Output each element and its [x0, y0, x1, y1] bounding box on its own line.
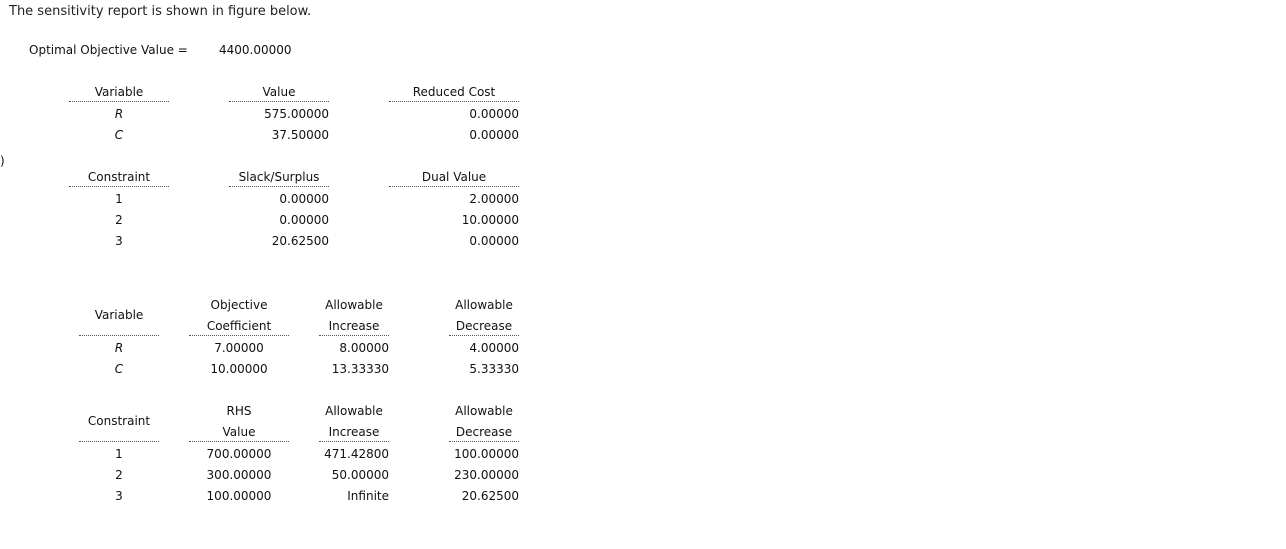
rhs-ranging-cell: 50.00000	[331, 468, 389, 482]
variables-table-cell: 575.00000	[264, 107, 329, 121]
constraints-table-cell: 20.62500	[271, 234, 329, 248]
objective-label: Optimal Objective Value =	[29, 43, 188, 57]
rhs-ranging-cell: 100.00000	[454, 447, 519, 461]
objective-ranging-header: Coefficient	[206, 319, 272, 333]
rhs-ranging-header: Value	[222, 425, 256, 439]
rhs-ranging-cell: 100.00000	[206, 489, 272, 503]
constraints-table-header: Slack/Surplus	[238, 170, 320, 184]
rhs-ranging-cell: 20.62500	[461, 489, 519, 503]
constraints-table-header: Dual Value	[421, 170, 487, 184]
rhs-ranging-header: Increase	[328, 425, 380, 439]
variables-table-cell: 0.00000	[469, 107, 519, 121]
header-underline	[229, 186, 329, 187]
variables-table-cell: 0.00000	[469, 128, 519, 142]
objective-ranging-cell: 10.00000	[210, 362, 268, 376]
objective-ranging-header: Variable	[94, 308, 144, 322]
header-underline	[189, 441, 289, 442]
constraints-table-cell: 1	[115, 192, 123, 206]
objective-ranging-cell: C	[114, 362, 124, 376]
header-underline	[449, 335, 519, 336]
objective-ranging-cell: 8.00000	[339, 341, 389, 355]
header-underline	[319, 335, 389, 336]
objective-ranging-header: Increase	[328, 319, 380, 333]
constraints-table-cell: 10.00000	[461, 213, 519, 227]
rhs-ranging-header: RHS	[226, 404, 252, 418]
rhs-ranging-cell: 3	[115, 489, 123, 503]
header-underline	[449, 441, 519, 442]
objective-ranging-header: Allowable	[455, 298, 513, 312]
objective-ranging-cell: 4.00000	[469, 341, 519, 355]
header-underline	[69, 101, 169, 102]
rhs-ranging-header: Constraint	[87, 414, 151, 428]
variables-table-cell: 37.50000	[271, 128, 329, 142]
rhs-ranging-cell: 471.42800	[324, 447, 389, 461]
constraints-table-cell: 0.00000	[469, 234, 519, 248]
variables-table-header: Variable	[94, 85, 144, 99]
intro-text: The sensitivity report is shown in figure below.	[9, 4, 312, 19]
rhs-ranging-cell: 2	[115, 468, 123, 482]
header-underline	[319, 441, 389, 442]
objective-ranging-header: Objective	[210, 298, 268, 312]
rhs-ranging-header: Decrease	[455, 425, 513, 439]
constraints-table-cell: 3	[115, 234, 123, 248]
variables-table-cell: R	[114, 107, 124, 121]
left-edge-mark: )	[0, 154, 5, 168]
objective-ranging-cell: R	[114, 341, 124, 355]
header-underline	[79, 335, 159, 336]
header-underline	[389, 101, 519, 102]
constraints-table-cell: 2	[115, 213, 123, 227]
header-underline	[69, 186, 169, 187]
header-underline	[389, 186, 519, 187]
constraints-table-cell: 0.00000	[279, 192, 329, 206]
constraints-table-cell: 0.00000	[279, 213, 329, 227]
variables-table-cell: C	[114, 128, 124, 142]
objective-ranging-cell: 7.00000	[214, 341, 264, 355]
rhs-ranging-cell: 1	[115, 447, 123, 461]
objective-ranging-header: Decrease	[455, 319, 513, 333]
constraints-table-cell: 2.00000	[469, 192, 519, 206]
constraints-table-header: Constraint	[87, 170, 151, 184]
header-underline	[79, 441, 159, 442]
rhs-ranging-cell: Infinite	[347, 489, 389, 503]
rhs-ranging-header: Allowable	[325, 404, 383, 418]
rhs-ranging-header: Allowable	[455, 404, 513, 418]
variables-table-header: Value	[262, 85, 296, 99]
objective-value: 4400.00000	[219, 43, 292, 57]
header-underline	[189, 335, 289, 336]
objective-ranging-header: Allowable	[325, 298, 383, 312]
rhs-ranging-cell: 300.00000	[206, 468, 272, 482]
objective-ranging-cell: 13.33330	[331, 362, 389, 376]
rhs-ranging-cell: 230.00000	[454, 468, 519, 482]
header-underline	[229, 101, 329, 102]
objective-ranging-cell: 5.33330	[469, 362, 519, 376]
variables-table-header: Reduced Cost	[412, 85, 496, 99]
rhs-ranging-cell: 700.00000	[206, 447, 272, 461]
